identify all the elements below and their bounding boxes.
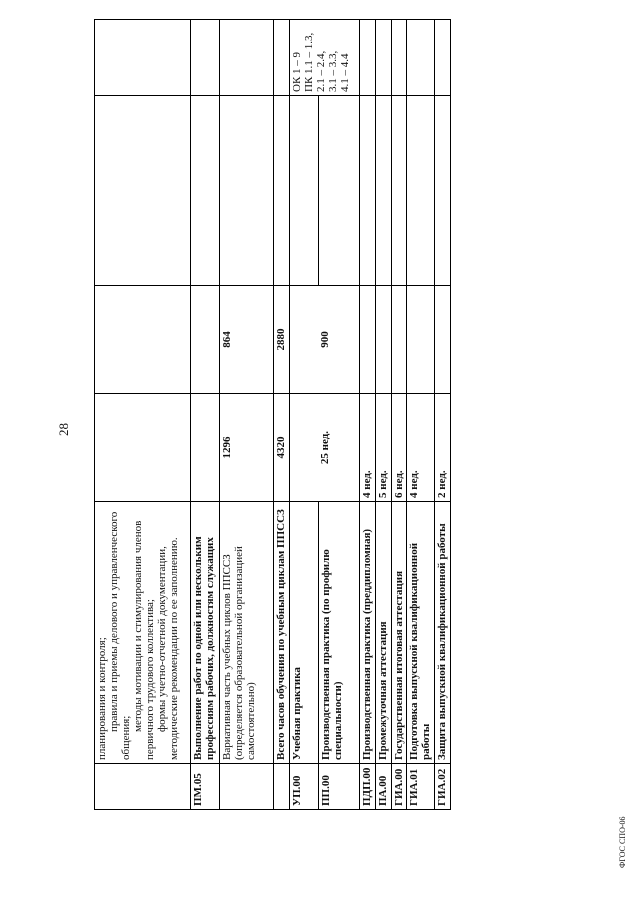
page-number: 28: [56, 423, 71, 436]
practice-weeks: 25 нед.: [289, 394, 360, 502]
row-name: Подготовка выпускной квалификационной работы: [407, 502, 435, 764]
hours-max: 4320: [274, 394, 290, 502]
table-row: [95, 20, 191, 810]
row-name: Защита выпускной квалификационной работы: [435, 502, 451, 764]
practice-hours: 900: [289, 286, 360, 394]
row-code: ГИА.00: [391, 764, 407, 810]
row-weeks: 6 нед.: [391, 394, 407, 502]
row-name: Государственная итоговая аттестация: [391, 502, 407, 764]
hours-max: 1296: [219, 394, 273, 502]
table-row: [376, 20, 392, 810]
table-row: [219, 20, 273, 810]
row-code: УП.00: [289, 764, 318, 810]
table-row: [360, 20, 376, 810]
table-row: [289, 20, 318, 810]
skills-list: планирования и контроля; правила и приемы делового и управленческого общения; методы мотивации и стимулирования членов первичного трудового коллектива; формы учетно-отчетной документации, методические рекомендации по ее заполнению.: [95, 502, 191, 764]
hours-class: 864: [219, 286, 273, 394]
curriculum-table: [94, 19, 451, 810]
row-code: ПА.00: [376, 764, 392, 810]
table-row: [190, 20, 219, 810]
row-name: Производственная практика (по профилю специальности): [318, 502, 360, 764]
row-weeks: 4 нед.: [407, 394, 435, 502]
row-code: ПП.00: [318, 764, 360, 810]
table-row: [274, 20, 290, 810]
row-name: Вариативная часть учебных циклов ППССЗ (определяется образовательной организацией самостоятельно): [219, 502, 273, 764]
row-name: Промежуточная аттестация: [376, 502, 392, 764]
row-code: ПДП.00: [360, 764, 376, 810]
row-name: Учебная практика: [289, 502, 318, 764]
row-code: ПМ.05: [190, 764, 219, 810]
row-name: Производственная практика (преддипломная): [360, 502, 376, 764]
row-name: Выполнение работ по одной или нескольким профессиям рабочих, должностям служащих: [190, 502, 219, 764]
row-weeks: 5 нед.: [376, 394, 392, 502]
row-code: ГИА.01: [407, 764, 435, 810]
hours-class: 2880: [274, 286, 290, 394]
rotated-curriculum-table: [94, 20, 451, 810]
table-row: [391, 20, 407, 810]
row-name: Всего часов обучения по учебным циклам ППССЗ: [274, 502, 290, 764]
row-code: ГИА.02: [435, 764, 451, 810]
competences: ОК 1 – 9 ПК 1.1 – 1.3, 2.1 – 2.4, 3.1 – 3.3, 4.1 – 4.4: [289, 20, 360, 96]
row-weeks: 4 нед.: [360, 394, 376, 502]
row-weeks: 2 нед.: [435, 394, 451, 502]
table-row: [407, 20, 435, 810]
footer-code: ФГОС СПО-06: [618, 816, 627, 868]
table-row: [435, 20, 451, 810]
